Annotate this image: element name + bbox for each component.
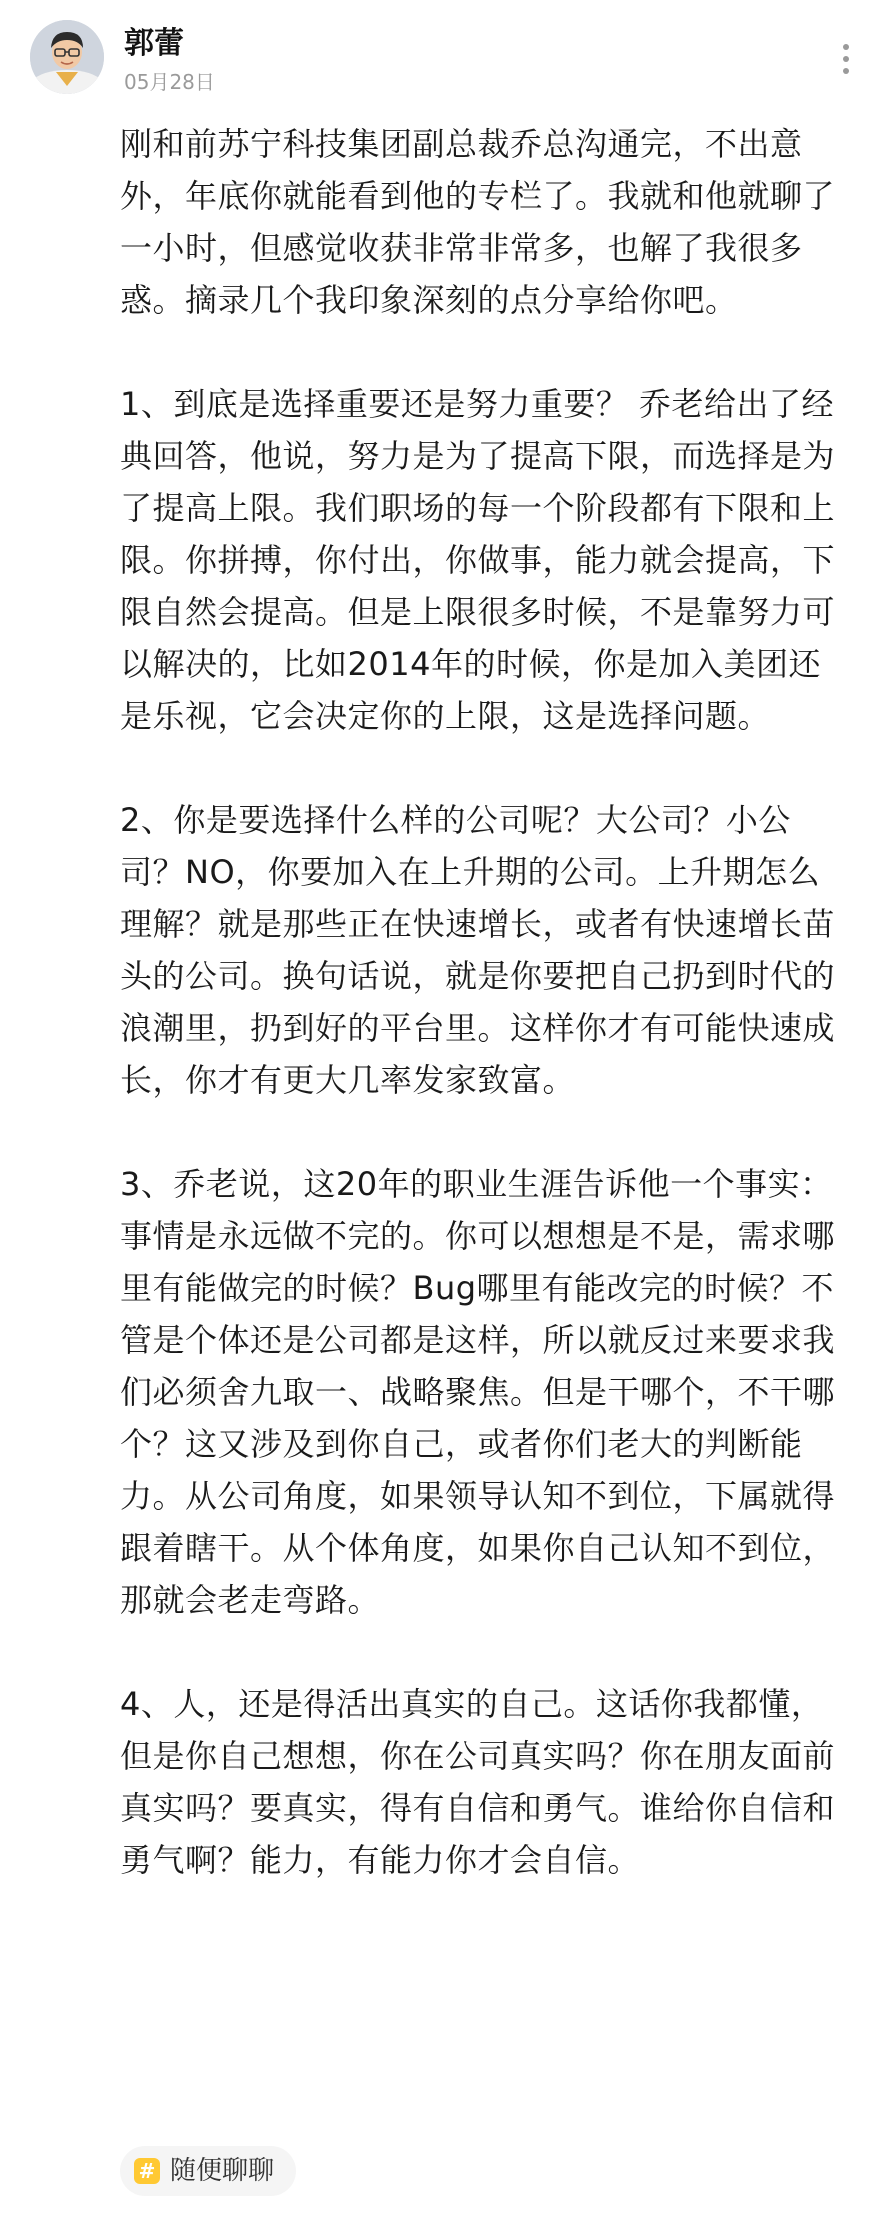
post-content (120, 118, 850, 1886)
post-paragraph: 4、人，还是得活出真实的自己。这话你我都懂，但是你自己想想，你在公司真实吗？你在朋友面前真实吗？要真实，得有自信和勇气。谁给你自信和勇气啊？能力，有能力你才会自信。 (120, 1685, 836, 1879)
more-icon-dot (843, 68, 849, 74)
hashtag-icon: # (134, 2158, 160, 2184)
topic-tag[interactable] (120, 2146, 296, 2196)
post-header (0, 0, 886, 110)
avatar[interactable] (30, 20, 104, 94)
post-paragraph: 1、到底是选择重要还是努力重要？ 乔老给出了经典回答，他说，努力是为了提高下限，而选择是为了提高上限。我们职场的每一个阶段都有下限和上限。你拼搏，你付出，你做事，能力就会提高，下限自然会提高。但是上限很多时候，不是靠努力可以解决的，比如2014年的时候，你是加入美团还是乐视，它会决定你的上限，这是选择问题。 (120, 385, 836, 735)
more-icon[interactable] (836, 40, 856, 78)
post-paragraph: 3、乔老说，这20年的职业生涯告诉他一个事实：事情是永远做不完的。你可以想想是不是，需求哪里有能做完的时候？Bug哪里有能改完的时候？不管是个体还是公司都是这样，所以就反过来要求我们必须舍九取一、战略聚焦。但是干哪个，不干哪个？这又涉及到你自己，或者你们老大的判断能力。从公司角度，如果领导认知不到位，下属就得跟着瞎干。从个体角度，如果你自己认知不到位，那就会老走弯路。 (120, 1165, 836, 1619)
topic-label: 随便聊聊 (170, 2156, 275, 2186)
post-paragraph: 2、你是要选择什么样的公司呢？大公司？小公司？NO，你要加入在上升期的公司。上升期怎么理解？就是那些正在快速增长，或者有快速增长苗头的公司。换句话说，就是你要把自己扔到时代的浪潮里，扔到好的平台里。这样你才有可能快速成长，你才有更大几率发家致富。 (120, 801, 836, 1099)
post-date: 05月28日 (124, 70, 215, 94)
more-icon-dot (843, 56, 849, 62)
avatar-image (30, 20, 104, 94)
author-name[interactable]: 郭蕾 (124, 26, 184, 61)
post-paragraph: 刚和前苏宁科技集团副总裁乔总沟通完，不出意外，年底你就能看到他的专栏了。我就和他就聊了一小时，但感觉收获非常非常多，也解了我很多惑。摘录几个我印象深刻的点分享给你吧。 (120, 125, 836, 319)
more-icon-dot (843, 44, 849, 50)
